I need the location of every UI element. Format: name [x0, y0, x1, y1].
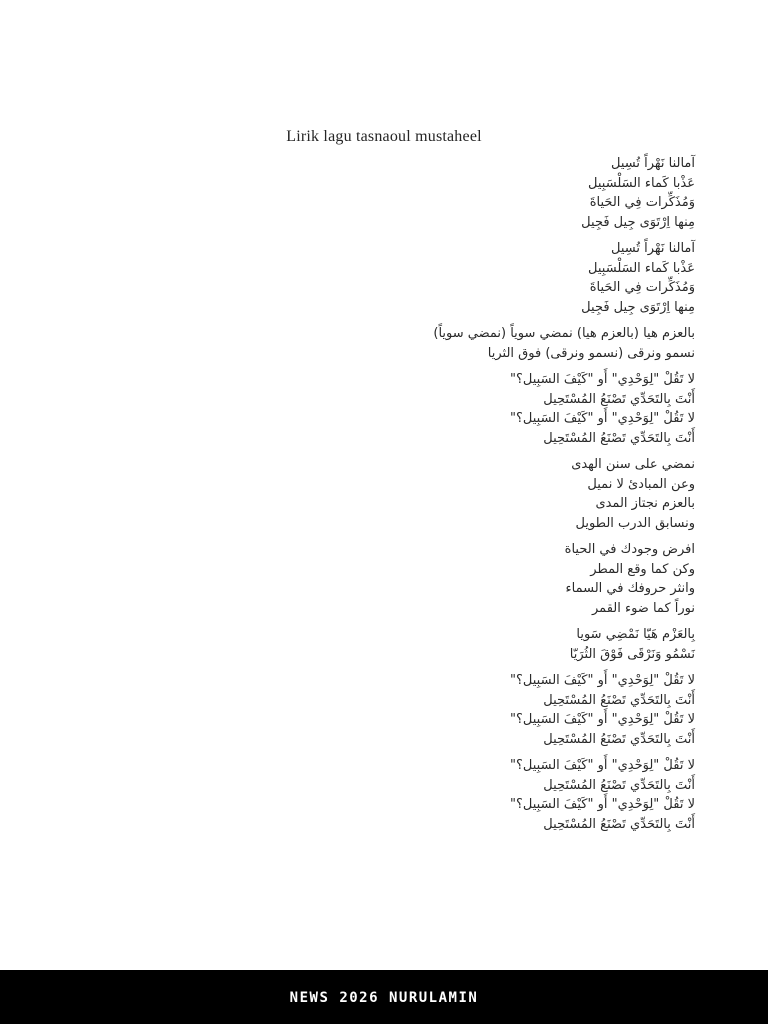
stanza	[0, 455, 695, 533]
lyric-line: عَذْبا كَماء السَلْسَبِيل	[588, 175, 695, 191]
lyric-line: أَنْتَ بِالتَحَدِّي تَصْنَعُ المُسْتَحِيل	[543, 731, 695, 747]
lyric-line: آمالنا نَهْراً تُسِيل	[610, 156, 695, 171]
lyric-line: أَنْتَ بِالتَحَدِّي تَصْنَعُ المُسْتَحِيل	[543, 692, 695, 708]
lyric-line: لا تَقُلْ "لِوَحْدِي" أَو "كَيْفَ السَبِيل؟"	[510, 411, 695, 426]
lyric-line: آمالنا نَهْراً تُسِيل	[610, 241, 695, 256]
lyric-line: لا تَقُلْ "لِوَحْدِي" أَو "كَيْفَ السَبِيل؟"	[510, 758, 695, 773]
stanza	[0, 239, 695, 317]
lyric-line: وانثر حروفك في السماء	[565, 581, 695, 596]
lyric-line: بالعزم نجتاز المدى	[595, 496, 695, 511]
lyric-line: افرض وجودك في الحياة	[564, 542, 695, 557]
lyric-line: نسمو ونرقى (نسمو ونرقى) فوق الثريا	[487, 345, 695, 361]
page-title: Lirik lagu tasnaoul mustaheel	[286, 128, 482, 145]
footer-bar	[0, 970, 768, 1024]
lyric-line: لا تَقُلْ "لِوَحْدِي" أَو "كَيْفَ السَبِيل؟"	[510, 797, 695, 812]
lyric-line: نَسْمُو وَنَرْقَى فَوْقَ الثُرَيّا	[569, 646, 695, 662]
lyric-line: عَذْبا كَماء السَلْسَبِيل	[588, 260, 695, 276]
lyric-line: نمضي على سنن الهدى	[571, 457, 695, 472]
lyric-line: بالعزم هيا (بالعزم هيا) نمضي سوياً (نمضي سوياً)	[433, 326, 695, 341]
lyric-line: نوراً كما ضوء القمر	[592, 600, 695, 616]
stanza	[0, 370, 695, 448]
stanza	[0, 625, 695, 664]
lyrics	[0, 154, 768, 834]
lyric-line: مِنها اِرْتَوَى جِيل فَجِيل	[581, 214, 695, 230]
lyric-line: وَمُذَكِّرات فِي الحَياةَ	[589, 195, 695, 210]
lyric-line: لا تَقُلْ "لِوَحْدِي" أَو "كَيْفَ السَبِيل؟"	[510, 673, 695, 688]
lyric-line: وكن كما وقع المطر	[590, 561, 695, 577]
stanza	[0, 756, 695, 834]
stanza	[0, 324, 695, 363]
lyric-line: مِنها اِرْتَوَى جِيل فَجِيل	[581, 299, 695, 315]
lyric-line: ونسابق الدرب الطويل	[575, 515, 695, 531]
stanza	[0, 671, 695, 749]
lyric-line: أَنْتَ بِالتَحَدِّي تَصْنَعُ المُسْتَحِيل	[543, 816, 695, 832]
lyric-line: وعن المبادئ لا نميل	[587, 476, 695, 492]
lyric-line: بِالعَزْم هَيّا نَمْضِي سَويا	[576, 627, 695, 642]
lyric-line: لا تَقُلْ "لِوَحْدِي" أَو "كَيْفَ السَبِيل؟"	[510, 372, 695, 387]
lyric-line: وَمُذَكِّرات فِي الحَياةَ	[589, 280, 695, 295]
footer-watermark: NEWS 2026 NURULAMIN	[289, 990, 479, 1006]
lyric-line: أَنْتَ بِالتَحَدِّي تَصْنَعُ المُسْتَحِيل	[543, 391, 695, 407]
lyric-line: لا تَقُلْ "لِوَحْدِي" أَو "كَيْفَ السَبِيل؟"	[510, 712, 695, 727]
lyric-line: أَنْتَ بِالتَحَدِّي تَصْنَعُ المُسْتَحِيل	[543, 430, 695, 446]
stanza	[0, 154, 695, 232]
lyric-line: أَنْتَ بِالتَحَدِّي تَصْنَعُ المُسْتَحِيل	[543, 777, 695, 793]
stanza	[0, 540, 695, 618]
